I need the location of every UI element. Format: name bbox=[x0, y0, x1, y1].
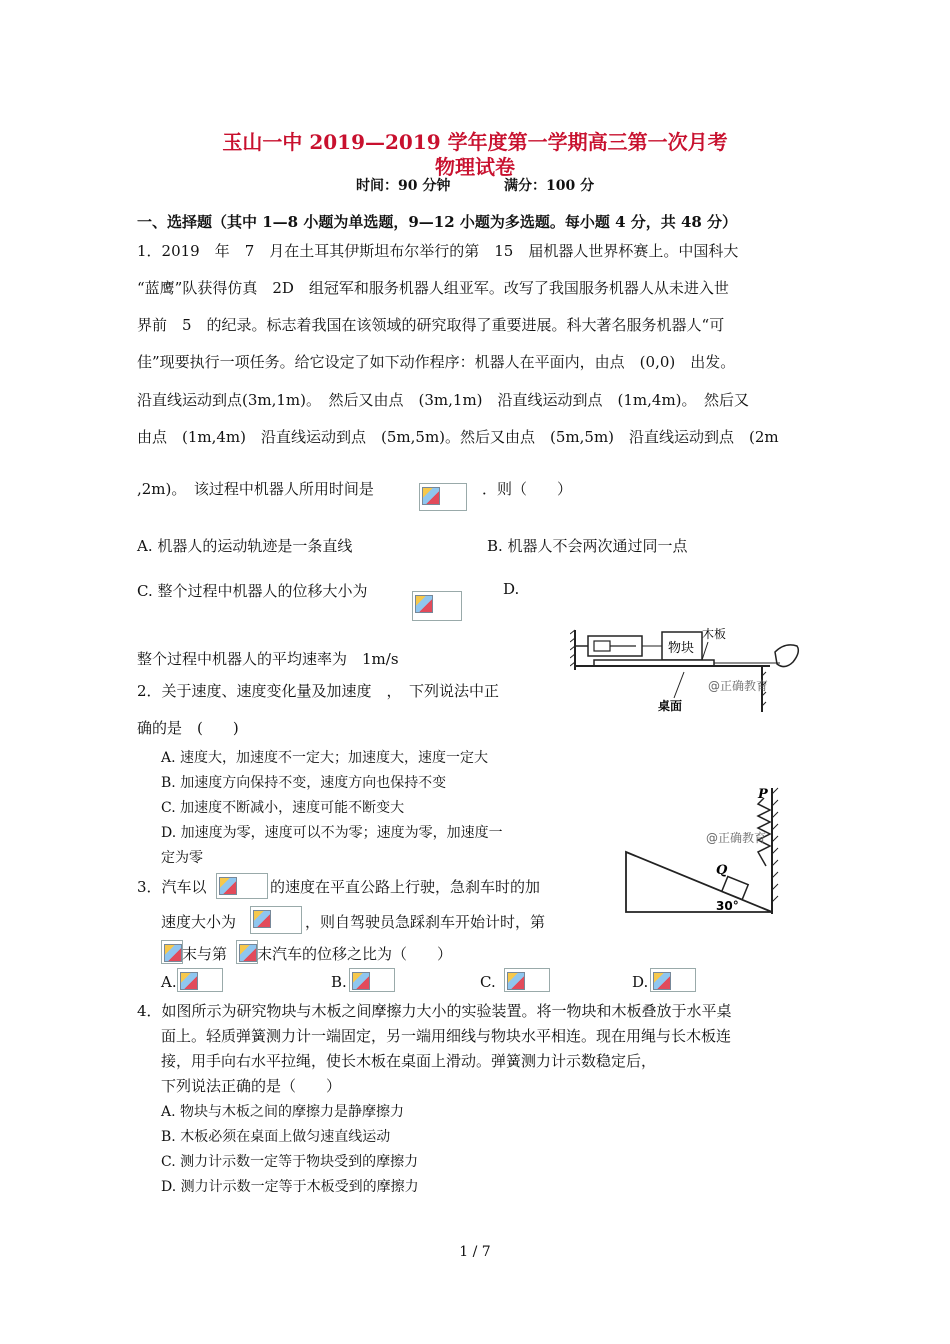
q1-line6: 由点 (1m,4m) 沿直线运动到点 (5m,5m)。然后又由点 (5m,5m) 沿直线运动到点 (2m bbox=[137, 428, 779, 446]
broken-image-icon bbox=[352, 972, 370, 990]
watermark-2: @正确教育 bbox=[706, 831, 767, 845]
broken-image-icon bbox=[219, 877, 237, 895]
q2-option-b: B. 加速度方向保持不变，速度方向也保持不变 bbox=[161, 775, 447, 791]
q2-option-c: C. 加速度不断减小，速度可能不断变大 bbox=[161, 800, 405, 816]
q3-time2-image bbox=[236, 940, 258, 964]
q3-option-a: A. bbox=[161, 973, 177, 991]
q3-option-d-image bbox=[650, 968, 696, 992]
q3-option-b: B. bbox=[331, 973, 347, 991]
angle-label: 30° bbox=[716, 899, 739, 913]
q4-option-c: C. 测力计示数一定等于物块受到的摩擦力 bbox=[161, 1154, 419, 1170]
q3-line3b: 末汽车的位移之比为（ ） bbox=[257, 945, 453, 963]
q1-line1: 1．2019 年 7 月在土耳其伊斯坦布尔举行的第 15 届机器人世界杯赛上。中国科大 bbox=[137, 242, 739, 260]
q2-line2: 确的是 ( ) bbox=[137, 719, 239, 737]
page-number: 1 / 7 bbox=[459, 1244, 491, 1260]
q3-line2a: 速度大小为 bbox=[161, 913, 237, 931]
q1-time-formula-image bbox=[419, 483, 467, 511]
broken-image-icon bbox=[239, 944, 257, 962]
broken-image-icon bbox=[653, 972, 671, 990]
q1-line4: 佳”现要执行一项任务。给它设定了如下动作程序：机器人在平面内，由点 (0,0) 出发。 bbox=[137, 353, 736, 371]
block-label: 物块 bbox=[668, 641, 695, 656]
q1-displacement-image bbox=[412, 591, 462, 621]
q3-line2b: ，则自驾驶员急踩刹车开始计时，第 bbox=[305, 913, 546, 931]
broken-image-icon bbox=[164, 944, 182, 962]
q1-option-c: C. 整个过程中机器人的位移大小为 bbox=[137, 582, 368, 600]
board-label: 木板 bbox=[702, 627, 727, 641]
q4-option-b: B. 木板必须在桌面上做匀速直线运动 bbox=[161, 1129, 391, 1145]
time-label: 时间：90 分钟 bbox=[356, 178, 451, 194]
q4-line2: 面上。轻质弹簧测力计一端固定，另一端用细线与物块水平相连。现在用绳与长木板连 bbox=[161, 1027, 732, 1045]
q3-option-d: D. bbox=[632, 973, 649, 991]
exam-title: 玉山一中 2019—2019 学年度第一学期高三第一次月考 bbox=[222, 130, 728, 154]
friction-apparatus-figure bbox=[570, 622, 810, 714]
q2-option-d-line1: D. 加速度为零，速度可以不为零；速度为零，加速度一 bbox=[161, 825, 503, 841]
q1-line2: “蓝鹰”队获得仿真 2D 组冠军和服务机器人组亚军。改写了我国服务机器人从未进入世 bbox=[137, 279, 729, 297]
section-heading: 一、选择题（其中 1—8 小题为单选题，9—12 小题为多选题。每小题 4 分，共 48 分） bbox=[137, 213, 738, 231]
watermark: @正确教育 bbox=[708, 679, 769, 693]
q2-line1: 2．关于速度、速度变化量及加速度 ， 下列说法中正 bbox=[137, 682, 500, 700]
block-q bbox=[722, 876, 748, 899]
block-q-label: Q bbox=[716, 863, 728, 878]
q3-option-b-image bbox=[349, 968, 395, 992]
table-label: 桌面 bbox=[658, 699, 683, 713]
q3-line3a: 末与第 bbox=[182, 945, 228, 963]
q3-speed-image bbox=[216, 873, 268, 899]
broken-image-icon bbox=[253, 910, 271, 928]
exam-subtitle: 物理试卷 bbox=[435, 155, 515, 179]
q3-accel-image bbox=[250, 906, 302, 934]
incline-spring-figure bbox=[620, 784, 790, 918]
q3-option-c-image bbox=[504, 968, 550, 992]
q1-option-b: B. 机器人不会两次通过同一点 bbox=[487, 537, 688, 555]
q2-option-d-line2: 定为零 bbox=[161, 850, 203, 866]
q3-option-c: C. bbox=[480, 973, 496, 991]
q4-line1: 4．如图所示为研究物块与木板之间摩擦力大小的实验装置。将一物块和木板叠放于水平桌 bbox=[137, 1002, 732, 1020]
q3-time1-image bbox=[161, 940, 183, 964]
score-label: 满分：100 分 bbox=[504, 178, 595, 194]
q1-option-d-text: 整个过程中机器人的平均速率为 1m/s bbox=[137, 650, 399, 668]
broken-image-icon bbox=[507, 972, 525, 990]
q3-option-a-image bbox=[177, 968, 223, 992]
point-p-label: P bbox=[758, 787, 768, 802]
broken-image-icon bbox=[415, 595, 433, 613]
broken-image-icon bbox=[180, 972, 198, 990]
broken-image-icon bbox=[422, 487, 440, 505]
q1-option-d: D. bbox=[503, 580, 520, 598]
q1-line5: 沿直线运动到点(3m,1m)。 然后又由点 (3m,1m) 沿直线运动到点 (1m,4m)。 然后又 bbox=[137, 391, 750, 409]
incline bbox=[626, 852, 772, 912]
q1-option-a: A. 机器人的运动轨迹是一条直线 bbox=[137, 537, 353, 555]
q1-line7a: ,2m)。 该过程中机器人所用时间是 bbox=[137, 480, 374, 498]
q3-line1a: 3．汽车以 bbox=[137, 878, 207, 896]
q4-line3: 接，用手向右水平拉绳，使长木板在桌面上滑动。弹簧测力计示数稳定后， bbox=[161, 1052, 657, 1070]
q4-line4: 下列说法正确的是（ ） bbox=[161, 1077, 342, 1095]
q4-option-d: D. 测力计示数一定等于木板受到的摩擦力 bbox=[161, 1179, 419, 1195]
q4-option-a: A. 物块与木板之间的摩擦力是静摩擦力 bbox=[161, 1104, 405, 1120]
q2-option-a: A. 速度大，加速度不一定大；加速度大，速度一定大 bbox=[161, 750, 489, 766]
q3-line1b: 的速度在平直公路上行驶，急刹车时的加 bbox=[270, 878, 541, 896]
q1-line3: 界前 5 的纪录。标志着我国在该领域的研究取得了重要进展。科大著名服务机器人“可 bbox=[137, 316, 725, 334]
q1-line7b: ．则（ ） bbox=[482, 480, 573, 498]
